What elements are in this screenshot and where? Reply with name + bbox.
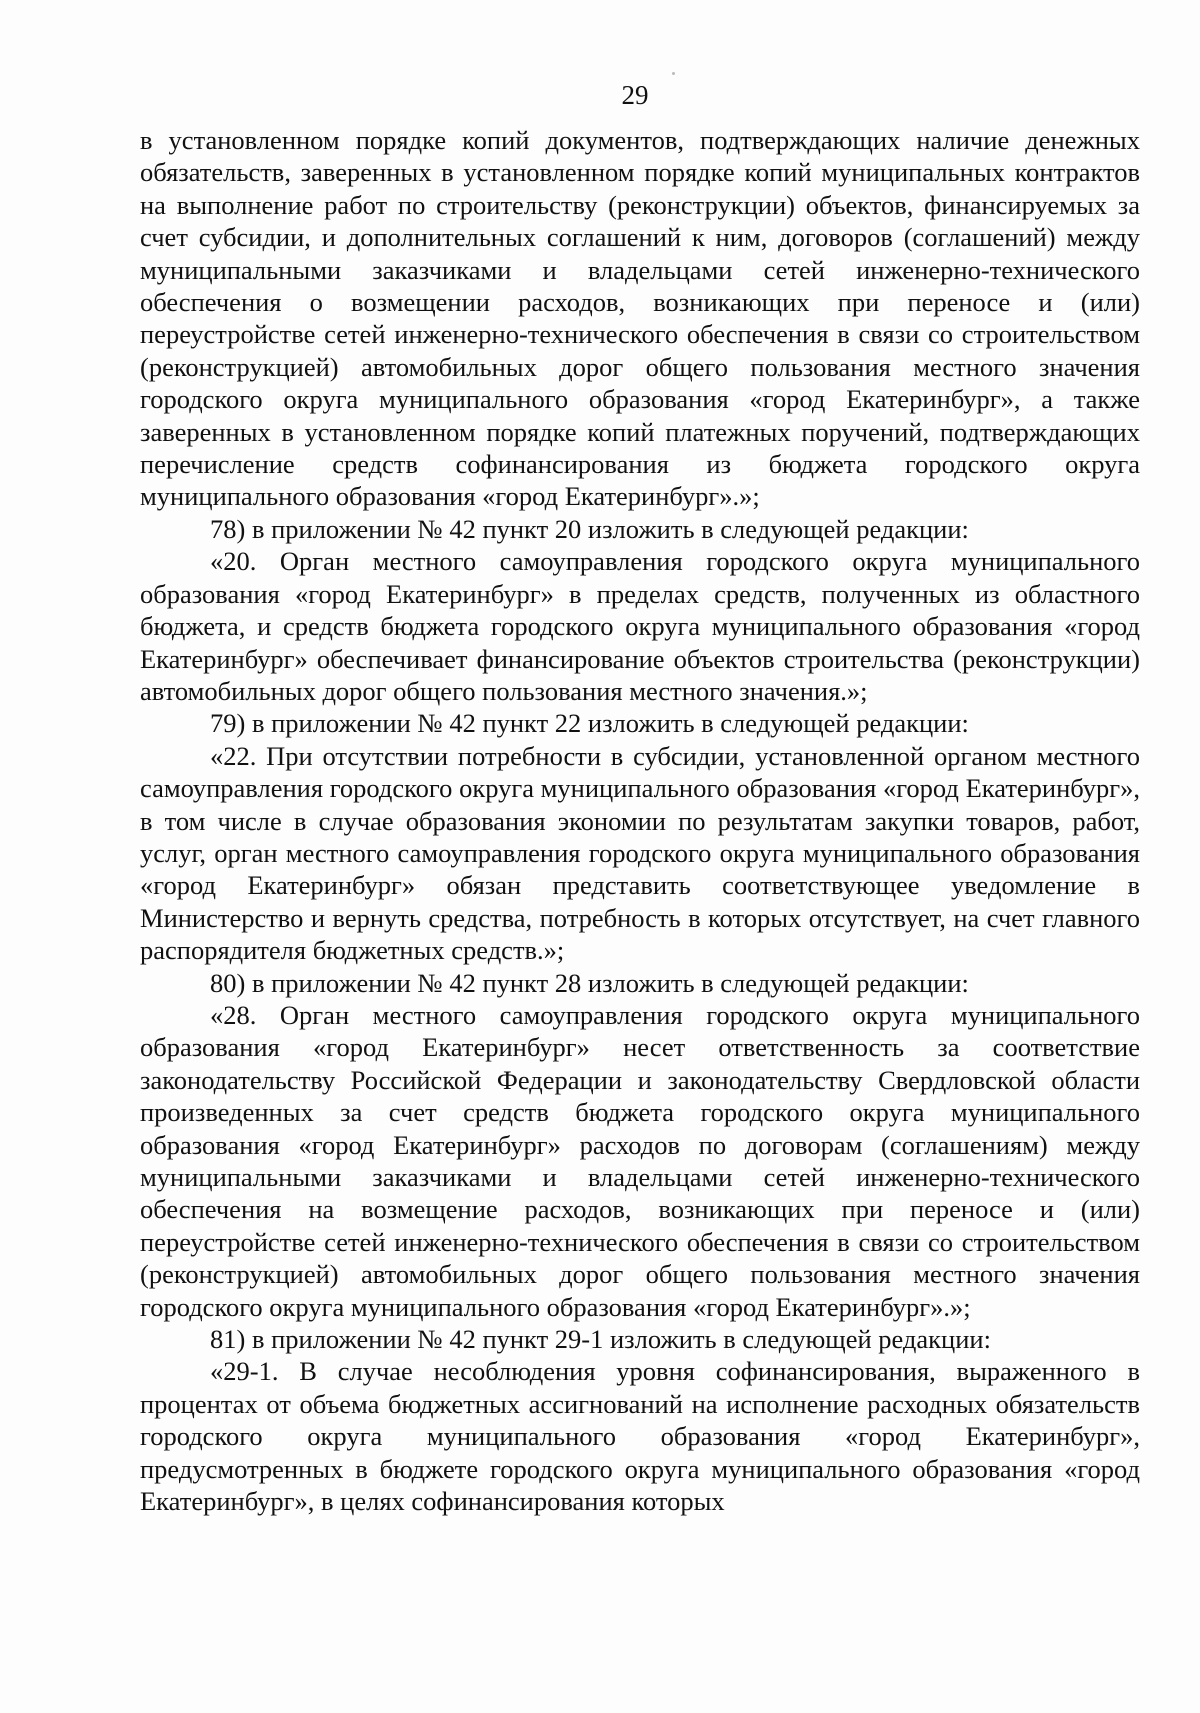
paragraph: «29-1. В случае несоблюдения уровня софинансирования, выраженного в процентах от объема бюджетных ассигнований на исполнение расходных обязательств городского округа муниципального образования «город Екатеринбург», предусмотренных в бюджете городского округа муниципального образования «город Екатеринбург», в целях софинансирования которых [140, 1356, 1140, 1517]
paragraph: в установленном порядке копий документов, подтверждающих наличие денежных обязательств, заверенных в установленном порядке копий муниципальных контрактов на выполнение работ по строительству (реконструкции) объектов, финансируемых за счет субсидии, и дополнительных соглашений к ним, договоров (соглашений) между муниципальными заказчиками и владельцами сетей инженерно-технического обеспечения о возмещении расходов, возникающих при переносе и (или) переустройстве сетей инженерно-технического обеспечения в связи со строительством (реконструкцией) автомобильных дорог общего пользования местного значения городского округа муниципального образования «город Екатеринбург», а также заверенных в установленном порядке копий платежных поручений, подтверждающих перечисление средств софинансирования из бюджета городского округа муниципального образования «город Екатеринбург».»; [140, 125, 1140, 512]
paragraph: 79) в приложении № 42 пункт 22 изложить в следующей редакции: [210, 708, 969, 739]
paragraph: «28. Орган местного самоуправления городского округа муниципального образования «город Екатеринбург» несет ответственность за соответствие законодательству Российской Федерации и законодательству Свердловской области произведенных за счет средств бюджета городского округа муниципального образования «город Екатеринбург» расходов по договорам (соглашениям) между муниципальными заказчиками и владельцами сетей инженерно-технического обеспечения на возмещение расходов, возникающих при переносе и (или) переустройстве сетей инженерно-технического обеспечения в связи со строительством (реконструкцией) автомобильных дорог общего пользования местного значения городского округа муниципального образования «город Екатеринбург».»; [140, 999, 1140, 1322]
paragraph: 81) в приложении № 42 пункт 29-1 изложить в следующей редакции: [210, 1324, 991, 1355]
page-number: 29 [621, 80, 649, 110]
paragraph: «20. Орган местного самоуправления городского округа муниципального образования «город Екатеринбург» в пределах средств, полученных из областного бюджета, и средств бюджета городского округа муниципального образования «город Екатеринбург» обеспечивает финансирование объектов строительства (реконструкции) автомобильных дорог общего пользования местного значения.»; [140, 546, 1140, 706]
scan-artifact [672, 72, 675, 75]
document-body [140, 124, 1140, 1517]
paragraph: 80) в приложении № 42 пункт 28 изложить в следующей редакции: [210, 967, 969, 998]
paragraph: «22. При отсутствии потребности в субсидии, установленной органом местного самоуправления городского округа муниципального образования «город Екатеринбург», в том числе в случае образования экономии по результатам закупки товаров, работ, услуг, орган местного самоуправления городского округа муниципального образования «город Екатеринбург» обязан представить соответствующее уведомление в Министерство и вернуть средства, потребность в которых отсутствует, на счет главного распорядителя бюджетных средств.»; [140, 740, 1140, 966]
paragraph: 78) в приложении № 42 пункт 20 изложить в следующей редакции: [210, 513, 969, 544]
